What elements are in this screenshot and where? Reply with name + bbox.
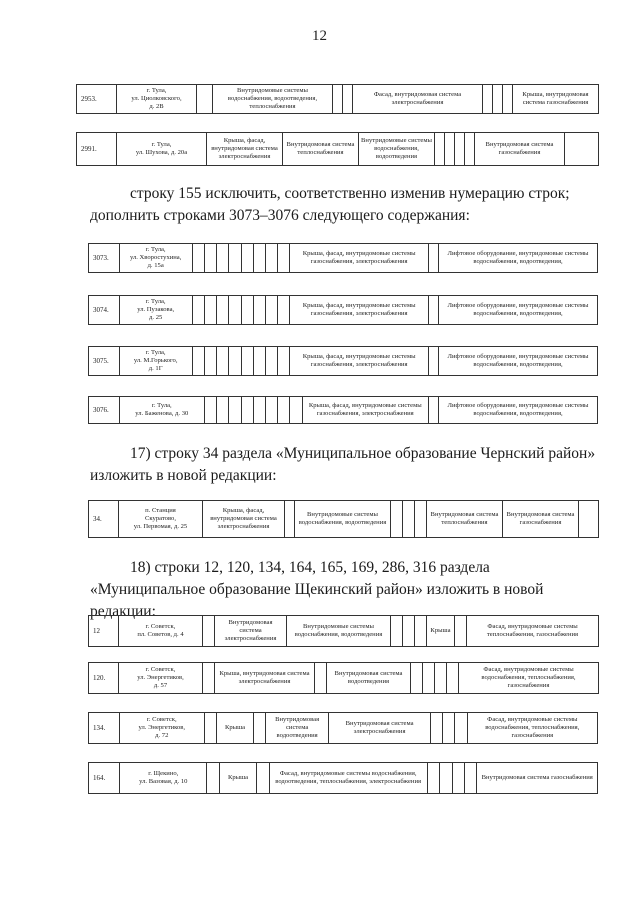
empty-cell [205,397,217,424]
row-number: 2991. [77,133,117,166]
work-cell: Крыша [219,763,256,794]
empty-cell [241,244,253,273]
work-cell: Фасад, внутридомовая система электроснабжения [353,85,483,114]
work-cell: Фасад, внутридомовые системы водоснабжения, водоотведения, теплоснабжения, электроснабжения [269,763,427,794]
address-cell: г. Тула, ул. М.Горького, д. 1Г [119,347,192,376]
work-cell: Внутридомовая система теплоснабжения [283,133,359,166]
empty-cell [192,244,204,273]
empty-cell [445,133,455,166]
work-cell: Лифтовое оборудование, внутридомовые системы водоснабжения, водоотведения, [439,296,598,325]
empty-cell [579,501,599,538]
work-cell: Крыша, фасад, внутридомовые системы газоснабжения, электроснабжения [290,347,428,376]
empty-cell [229,296,241,325]
empty-cell [447,663,459,694]
work-cell: Внутридомовая система газоснабжения [475,133,565,166]
empty-cell [315,663,327,694]
row-number: 2953. [77,85,117,114]
work-cell: Внутридомовая система электроснабжения [329,713,431,744]
row-number: 120. [89,663,119,694]
empty-cell [423,663,435,694]
empty-cell [217,296,229,325]
work-cell: Фасад, внутридомовые системы водоснабжения, теплоснабжения, газоснабжения [467,713,597,744]
empty-cell [391,501,403,538]
empty-cell [205,296,217,325]
empty-cell [278,347,290,376]
table-row-120 [88,662,599,694]
table-row-12 [88,615,599,647]
row-number: 134. [89,713,120,744]
empty-cell [207,763,219,794]
work-cell: Фасад, внутридомовые системы водоснабжения, теплоснабжения, газоснабжения [459,663,599,694]
empty-cell [253,713,265,744]
paragraph-section-34: 17) строку 34 раздела «Муниципальное образование Чернский район» изложить в новой редакции: [90,445,596,484]
row-number: 3074. [89,296,120,325]
page-number: 12 [312,28,327,44]
table-row-2991 [76,132,599,166]
work-cell: Внутридомовые системы водоснабжения, водоотведения [295,501,391,538]
row-number: 12 [89,616,119,647]
table-row-3074 [88,295,598,325]
work-cell: Внутридомовые системы водоснабжения, водоотведения, теплоснабжения [213,85,333,114]
empty-cell [205,347,217,376]
empty-cell [428,397,438,424]
empty-cell [455,713,467,744]
work-cell: Крыша, внутридомовая система газоснабжения [513,85,599,114]
work-cell: Фасад, внутридомовые системы теплоснабжения, газоснабжения [467,616,599,647]
empty-cell [253,397,265,424]
address-cell: г. Тула, ул. Хворостухина, д. 15а [119,244,192,273]
work-cell: Лифтовое оборудование, внутридомовые системы водоснабжения, водоотведения, [439,244,598,273]
empty-cell [257,763,269,794]
work-cell: Крыша [217,713,254,744]
empty-cell [205,244,217,273]
address-cell: г. Щекино, ул. Вазовая, д. 10 [120,763,207,794]
row-number: 3076. [89,397,120,424]
empty-cell [266,296,278,325]
empty-cell [290,397,302,424]
table-row-2953 [76,84,599,114]
empty-cell [427,763,439,794]
table-row-34 [88,500,599,538]
work-cell: Крыша, фасад, внутридомовая система электроснабжения [203,501,285,538]
work-cell: Внутридомовая система газоснабжения [503,501,579,538]
work-cell: Крыша, фасад, внутридомовые системы газоснабжения, электроснабжения [302,397,428,424]
address-cell: г. Советск, ул. Энергетиков, д. 72 [119,713,205,744]
address-cell: п. Станция Скуратово, ул. Первомая, д. 25 [119,501,203,538]
work-cell: Внутридомовая система газоснабжения [477,763,598,794]
work-cell: Крыша, внутридомовая система электроснабжения [215,663,315,694]
empty-cell [465,133,475,166]
empty-cell [229,347,241,376]
row-number: 3073. [89,244,120,273]
empty-cell [241,296,253,325]
empty-cell [278,397,290,424]
empty-cell [403,616,415,647]
row-number: 34. [89,501,119,538]
empty-cell [241,347,253,376]
empty-cell [464,763,476,794]
empty-cell [435,133,445,166]
address-cell: г. Тула, ул. Циолковского, д. 2В [117,85,197,114]
empty-cell [203,663,215,694]
table-row-3076 [88,396,598,424]
row-number: 3075. [89,347,120,376]
empty-cell [493,85,503,114]
work-cell: Внутридомовые системы водоснабжения, водоотведения [287,616,391,647]
address-cell: г. Тула, ул. Пузакова, д. 25 [119,296,192,325]
empty-cell [217,244,229,273]
empty-cell [217,397,229,424]
work-cell: Крыша, фасад, внутридомовые системы газоснабжения, электроснабжения [290,244,428,273]
empty-cell [430,713,442,744]
work-cell: Внутридомовая система электроснабжения [215,616,287,647]
empty-cell [192,347,204,376]
empty-cell [253,347,265,376]
work-cell: Крыша [427,616,455,647]
work-cell: Крыша, фасад, внутридомовые системы газоснабжения, электроснабжения [290,296,428,325]
empty-cell [483,85,493,114]
address-cell: г. Тула, ул. Баженова, д. 30 [119,397,205,424]
empty-cell [565,133,599,166]
table-row-164 [88,762,598,794]
table-row-3075 [88,346,598,376]
empty-cell [278,296,290,325]
work-cell: Внутридомовые системы водоснабжения, водоотведения [359,133,435,166]
empty-cell [391,616,403,647]
empty-cell [455,133,465,166]
empty-cell [333,85,343,114]
empty-cell [285,501,295,538]
work-cell: Лифтовое оборудование, внутридомовые системы водоснабжения, водоотведения, [439,397,598,424]
empty-cell [197,85,213,114]
empty-cell [428,347,438,376]
empty-cell [411,663,423,694]
row-number: 164. [89,763,120,794]
empty-cell [278,244,290,273]
empty-cell [415,501,427,538]
empty-cell [503,85,513,114]
empty-cell [452,763,464,794]
empty-cell [266,244,278,273]
empty-cell [403,501,415,538]
paragraph-section-shchekino: 18) строки 12, 120, 134, 164, 165, 169, 286, 316 раздела «Муниципальное образование Щекинский район» изложить в новой редакции: [90,559,544,620]
table-row-3073 [88,243,598,273]
empty-cell [343,85,353,114]
empty-cell [443,713,455,744]
empty-cell [435,663,447,694]
empty-cell [217,347,229,376]
work-cell: Внутридомовая система теплоснабжения [427,501,503,538]
address-cell: г. Тула, ул. Шухова, д. 20а [117,133,207,166]
paragraph-remove-line-155: строку 155 исключить, соответственно изменив нумерацию строк; дополнить строками 3073–3076 следующего содержания: [90,185,570,224]
empty-cell [428,244,438,273]
empty-cell [266,397,278,424]
empty-cell [253,244,265,273]
empty-cell [253,296,265,325]
empty-cell [205,713,217,744]
work-cell: Лифтовое оборудование, внутридомовые системы водоснабжения, водоотведения, [439,347,598,376]
empty-cell [229,397,241,424]
empty-cell [229,244,241,273]
address-cell: г. Советск, пл. Советов, д. 4 [119,616,203,647]
empty-cell [440,763,452,794]
work-cell: Внутридомовая система водоотведения [327,663,411,694]
empty-cell [266,347,278,376]
empty-cell [192,296,204,325]
empty-cell [203,616,215,647]
empty-cell [415,616,427,647]
empty-cell [455,616,467,647]
empty-cell [241,397,253,424]
work-cell: Внутридомовая система водоотведения [266,713,329,744]
empty-cell [428,296,438,325]
work-cell: Крыша, фасад, внутридомовая система электроснабжения [207,133,283,166]
address-cell: г. Советск, ул. Энергетиков, д. 57 [119,663,203,694]
table-row-134 [88,712,598,744]
